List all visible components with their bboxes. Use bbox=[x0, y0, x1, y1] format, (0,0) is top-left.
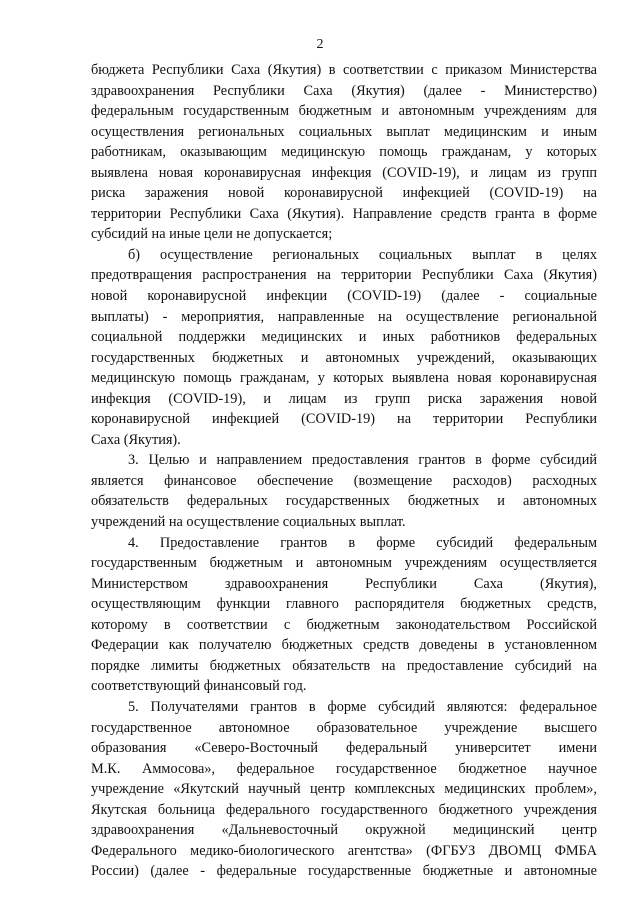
text-line: осуществляющим функции главного распорядителя бюджетных средств, bbox=[91, 596, 597, 613]
text-line: государственным бюджетным и автономным учреждениям осуществляется bbox=[91, 555, 597, 572]
text-line: Якутская больница федерального государственного бюджетного учреждения bbox=[91, 801, 597, 818]
text-line: образования «Северо-Восточный федеральный университет имени bbox=[91, 740, 597, 757]
text-line: соответствующий финансовый год. bbox=[91, 678, 307, 695]
text-line: осуществления региональных социальных выплат медицинским и иным bbox=[91, 123, 597, 140]
text-line: является финансовое обеспечение (возмещение расходов) расходных bbox=[91, 472, 597, 489]
text-line: медицинскую помощь гражданам, у которых выявлена новая коронавирусная bbox=[91, 370, 597, 387]
text-line: 5. Получателями грантов в форме субсидий являются: федеральное bbox=[128, 698, 597, 715]
text-line: предотвращения распространения на территории Республики Саха (Якутия) bbox=[91, 267, 597, 284]
page-number: 2 bbox=[316, 37, 324, 52]
text-line: выявлена новая коронавирусная инфекция (COVID-19), и лицам из групп bbox=[91, 164, 597, 181]
text-line: государственных бюджетных и автономных учреждений, оказывающих bbox=[91, 349, 597, 366]
text-line: риска заражения новой коронавирусной инфекцией (COVID-19) на bbox=[91, 185, 597, 202]
text-line: субсидий на иные цели не допускается; bbox=[91, 226, 333, 243]
text-line: порядке лимиты бюджетных обязательств на предоставление субсидий на bbox=[91, 657, 597, 674]
text-line: социальной поддержки медицинских и иных работников федеральных bbox=[91, 329, 597, 346]
text-line: Саха (Якутия). bbox=[91, 431, 181, 448]
text-line: здравоохранения Республики Саха (Якутия) (далее - Министерство) bbox=[91, 82, 597, 99]
text-line: которому в соответствии с бюджетным законодательством Российской bbox=[91, 616, 597, 633]
text-line: Федерального медико-биологического агентства» (ФГБУЗ ДВОМЦ ФМБА bbox=[91, 842, 597, 859]
text-line: России) (далее - федеральные государственные бюджетные и автономные bbox=[91, 863, 597, 880]
text-line: инфекция (COVID-19), и лицам из групп риска заражения новой bbox=[91, 390, 597, 407]
text-line: бюджета Республики Саха (Якутия) в соответствии с приказом Министерства bbox=[91, 62, 597, 78]
text-line: государственное автономное образовательное учреждение высшего bbox=[91, 719, 597, 736]
text-line: новой коронавирусной инфекции (COVID-19) (далее - социальные bbox=[91, 288, 597, 305]
text-line: М.К. Аммосова», федеральное государственное бюджетное научное bbox=[91, 760, 597, 777]
text-line: обязательств федеральных государственных бюджетных и автономных bbox=[91, 493, 597, 510]
text-line: работникам, оказывающим медицинскую помощь гражданам, у которых bbox=[91, 144, 597, 161]
text-line: учреждений на осуществление социальных выплат. bbox=[91, 514, 406, 531]
text-line: федеральным государственным бюджетным и автономным учреждениям для bbox=[91, 103, 597, 120]
text-line: учреждение «Якутский научный центр комплексных медицинских проблем», bbox=[91, 781, 597, 798]
text-line: здравоохранения «Дальневосточный окружной медицинский центр bbox=[91, 822, 597, 839]
text-line: выплаты) - мероприятия, направленные на осуществление региональной bbox=[91, 308, 597, 325]
text-line: 4. Предоставление грантов в форме субсидий федеральным bbox=[128, 534, 597, 551]
document-body-text bbox=[91, 60, 597, 882]
text-line: б) осуществление региональных социальных выплат в целях bbox=[128, 246, 597, 263]
text-line: 3. Целью и направлением предоставления грантов в форме субсидий bbox=[128, 452, 597, 469]
text-line: коронавирусной инфекцией (COVID-19) на территории Республики bbox=[91, 411, 597, 428]
text-line: Федерации как получателю бюджетных средств доведены в установленном bbox=[91, 637, 597, 654]
text-line: Министерством здравоохранения Республики Саха (Якутия), bbox=[91, 575, 597, 592]
text-line: территории Республики Саха (Якутия). Направление средств гранта в форме bbox=[91, 205, 597, 222]
